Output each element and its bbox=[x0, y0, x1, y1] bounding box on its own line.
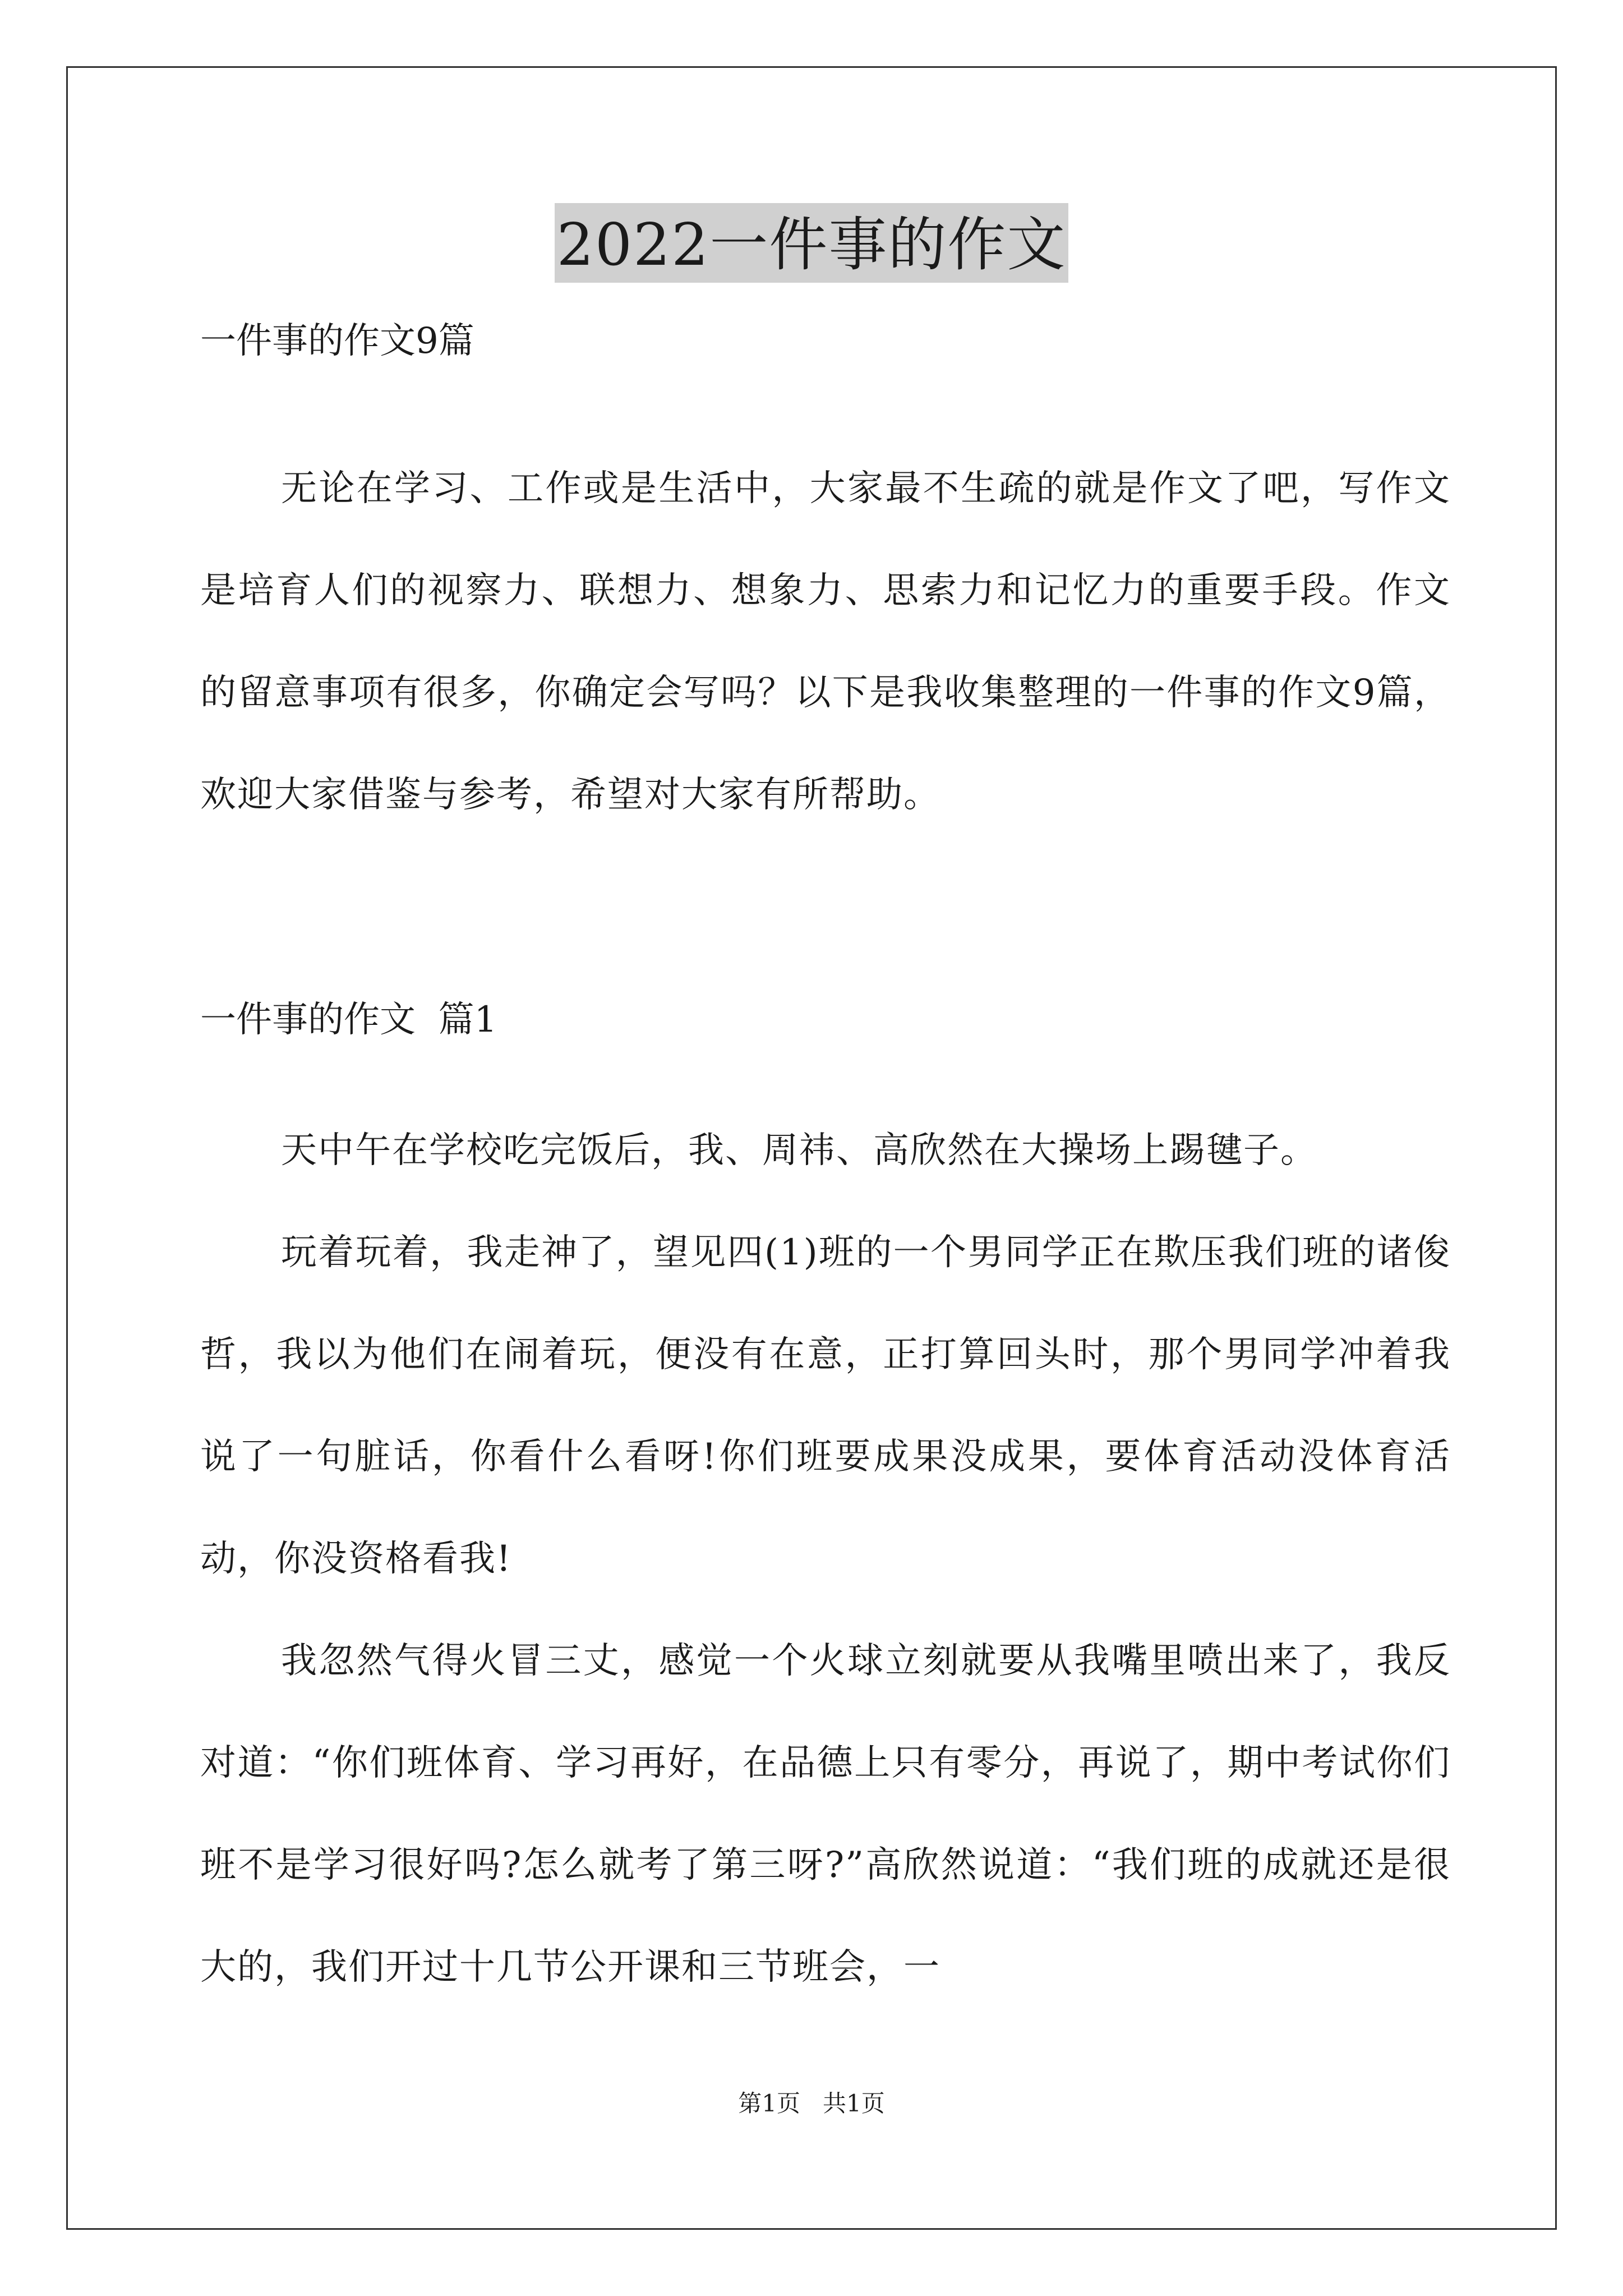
body-paragraph: 玩着玩着，我走神了，望见四(1)班的一个男同学正在欺压我们班的诸俊哲，我以为他们在闹着玩，便没有在意，正打算回头时，那个男同学冲着我说了一句脏话，你看什么看呀!你们班要成果没成果，要体育活动没体育活动，你没资格看我! bbox=[200, 1232, 1451, 1580]
document-title: 2022一件事的作文 bbox=[555, 203, 1069, 283]
body-paragraph: 天中午在学校吃完饭后，我、周祎、高欣然在大操场上踢毽子。 bbox=[281, 1130, 1317, 1171]
body-paragraph: 我忽然气得火冒三丈，感觉一个火球立刻就要从我嘴里喷出来了，我反对道：“你们班体育、学习再好，在品德上只有零分，再说了，期中考试你们班不是学习很好吗?怎么就考了第三呀?”高欣然说道：“我们班的成就还是很大的，我们开过十几节公开课和三节班会，一 bbox=[200, 1640, 1451, 1988]
title-container bbox=[0, 203, 1623, 283]
section-heading: 一件事的作文 篇1 bbox=[200, 999, 497, 1041]
intro-paragraph: 无论在学习、工作或是生活中，大家最不生疏的就是作文了吧，写作文是培育人们的视察力、联想力、想象力、思索力和记忆力的重要手段。作文的留意事项有很多，你确定会写吗？以下是我收集整理的一件事的作文9篇，欢迎大家借鉴与参考，希望对大家有所帮助。 bbox=[200, 468, 1451, 816]
document-subtitle: 一件事的作文9篇 bbox=[200, 320, 474, 362]
page-footer: 第1页 共1页 bbox=[738, 2090, 885, 2117]
